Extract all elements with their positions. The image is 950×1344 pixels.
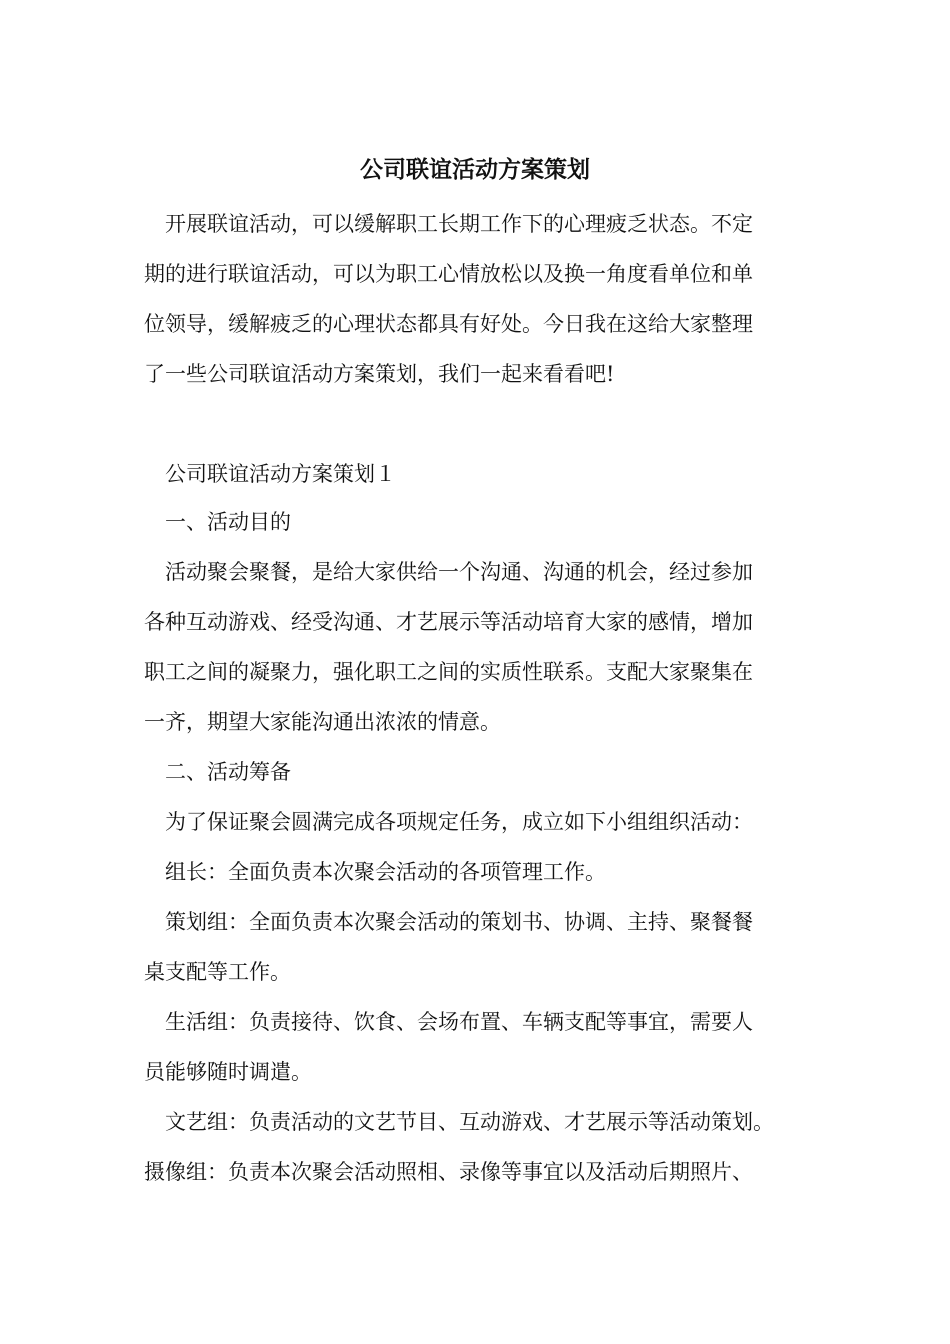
- intro-paragraph-line: 位领导，缓解疲乏的心理状态都具有好处。今日我在这给大家整理: [144, 312, 753, 336]
- intro-paragraph-line: 期的进行联谊活动，可以为职工心情放松以及换一角度看单位和单: [144, 262, 753, 286]
- paragraph-line: 员能够随时调遣。: [144, 1060, 312, 1084]
- document-title: 公司联谊活动方案策划: [360, 156, 590, 183]
- paragraph-line: 桌支配等工作。: [144, 960, 291, 984]
- subsection-heading: 一、活动目的: [165, 510, 291, 534]
- paragraph-line: 摄像组：负责本次聚会活动照相、录像等事宜以及活动后期照片、: [144, 1160, 753, 1184]
- intro-paragraph-line: 开展联谊活动，可以缓解职工长期工作下的心理疲乏状态。不定: [165, 212, 753, 236]
- paragraph-line: 为了保证聚会圆满完成各项规定任务，成立如下小组组织活动：: [165, 810, 753, 834]
- paragraph-line: 文艺组：负责活动的文艺节目、互动游戏、才艺展示等活动策划。: [165, 1110, 774, 1134]
- subsection-heading: 二、活动筹备: [165, 760, 291, 784]
- paragraph-line: 活动聚会聚餐，是给大家供给一个沟通、沟通的机会，经过参加: [165, 560, 753, 584]
- section-heading: 公司联谊活动方案策划１: [165, 462, 396, 486]
- paragraph-line: 组长：全面负责本次聚会活动的各项管理工作。: [165, 860, 606, 884]
- paragraph-line: 一齐，期望大家能沟通出浓浓的情意。: [144, 710, 501, 734]
- intro-paragraph-line: 了一些公司联谊活动方案策划，我们一起来看看吧!: [144, 362, 615, 386]
- paragraph-line: 各种互动游戏、经受沟通、才艺展示等活动培育大家的感情，增加: [144, 610, 753, 634]
- paragraph-line: 生活组：负责接待、饮食、会场布置、车辆支配等事宜，需要人: [165, 1010, 753, 1034]
- paragraph-line: 策划组：全面负责本次聚会活动的策划书、协调、主持、聚餐餐: [165, 910, 753, 934]
- paragraph-line: 职工之间的凝聚力，强化职工之间的实质性联系。支配大家聚集在: [144, 660, 753, 684]
